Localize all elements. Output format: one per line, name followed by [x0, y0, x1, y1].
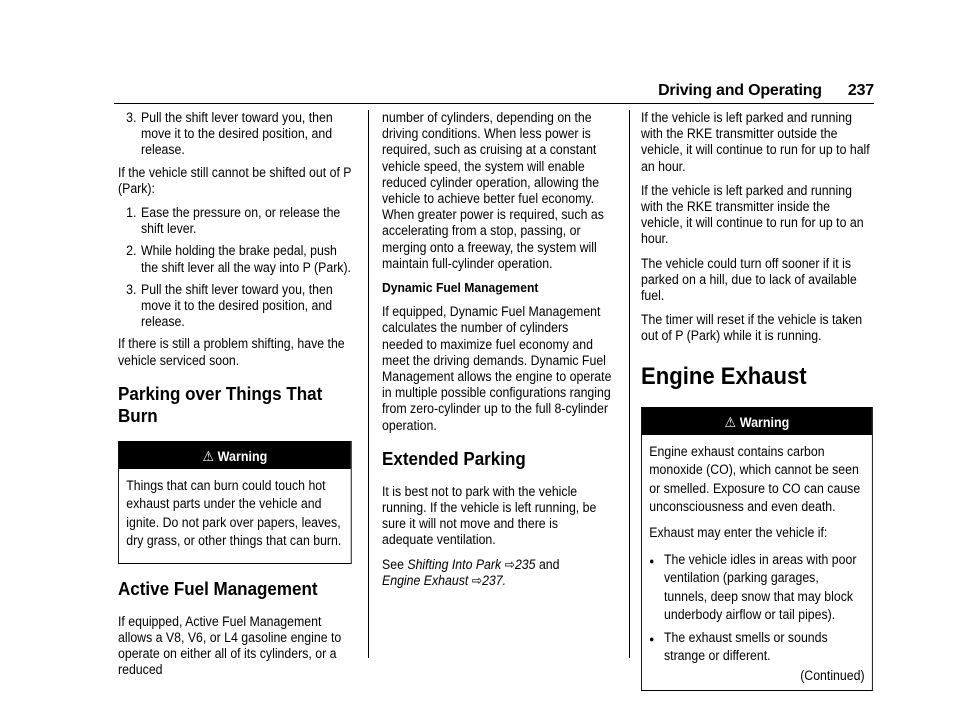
page-number: 237	[847, 82, 874, 99]
running-header	[658, 82, 874, 100]
section-title: Driving and Operating	[658, 82, 822, 99]
continued-label: (Continued)	[800, 668, 865, 684]
bullet-item: ● The vehicle idles in areas with poor ventilation (parking garages, tunnels, deep snow that may block underbody airflow or tail pipes).	[649, 551, 864, 625]
paragraph: If the vehicle is left parked and running with the RKE transmitter inside the vehicle, it will continue to run for up to an hour.	[641, 182, 864, 247]
column-2	[382, 110, 612, 597]
warning-bar: ⚠ Warning	[642, 408, 872, 435]
section-heading: Extended Parking	[382, 447, 526, 469]
warning-text: Exhaust may enter the vehicle if:	[649, 525, 828, 541]
bullet-icon: ●	[649, 633, 655, 644]
ref-shifting-into-park[interactable]: Shifting Into Park	[407, 556, 502, 572]
column-divider	[629, 110, 630, 658]
section-heading: Active Fuel Management	[118, 577, 318, 599]
section-heading: Parking over Things That Burn	[118, 382, 323, 426]
paragraph: If there is still a problem shifting, have the vehicle serviced soon.	[118, 336, 345, 368]
bullet-item: ● The exhaust smells or sounds strange or different.	[649, 629, 864, 666]
header-rule	[114, 103, 874, 104]
paragraph: The timer will reset if the vehicle is taken out of P (Park) while it is running.	[641, 312, 863, 344]
warning-triangle-icon: ⚠	[202, 447, 214, 464]
column-1	[118, 110, 352, 686]
paragraph: If equipped, Dynamic Fuel Management calculates the number of cylinders needed to maximize fuel economy and meet the driving demands. Dynamic Fuel Management allows the engine to operate in multiple possible configurations ranging from zero-cylinder up to the full 8-cylinder operation.	[382, 304, 612, 433]
paragraph: If the vehicle still cannot be shifted out of P (Park):	[118, 164, 352, 196]
bullet-icon: ●	[649, 555, 655, 566]
warning-text: Things that can burn could touch hot exhaust parts under the vehicle and ignite. Do not park over papers, leaves, dry grass, or other things that can burn.	[126, 478, 342, 549]
subsection-heading: Dynamic Fuel Management	[382, 280, 539, 296]
paragraph: If equipped, Active Fuel Management allows a V8, V6, or L4 gasoline engine to operate on either all of its cylinders, or a reduced	[118, 613, 342, 678]
page-ref-arrow-icon: ⇨	[471, 572, 483, 588]
warning-bar: ⚠ Warning	[119, 442, 351, 469]
warning-triangle-icon: ⚠	[724, 413, 737, 430]
paragraph: number of cylinders, depending on the driving conditions. When less power is required, such as cruising at a constant vehicle speed, the system will enable reduced cylinder operation, allowing the vehicle to achieve better fuel economy. When greater power is required, such as accelerating from a stop, passing, or merging onto a freeway, the system will maintain full-cylinder operation.	[382, 110, 604, 271]
list-item: 3. Pull the shift lever toward you, then move it to the desired position, and release.	[126, 281, 333, 330]
list-item: 3. Pull the shift lever toward you, then move it to the desired position, and release.	[126, 110, 333, 158]
paragraph: If the vehicle is left parked and running with the RKE transmitter outside the vehicle, it will continue to run for up to half an hour.	[641, 110, 870, 174]
list-item: 1. Ease the pressure on, or release the shift lever.	[126, 205, 341, 237]
page-ref-arrow-icon: ⇨	[504, 556, 515, 572]
list-item: 2. While holding the brake pedal, push the shift lever all the way into P (Park).	[126, 243, 351, 275]
warning-box	[641, 407, 873, 691]
main-heading: Engine Exhaust	[641, 362, 807, 390]
column-3	[641, 110, 873, 705]
ref-engine-exhaust[interactable]: Engine Exhaust	[382, 572, 469, 588]
warning-box	[118, 441, 352, 564]
warning-text: Engine exhaust contains carbon monoxide (CO), which cannot be seen or smelled. Exposure to CO can cause unconsciousness and even death.	[649, 443, 861, 515]
cross-reference: See Shifting Into Park ⇨235 and Engine Exhaust ⇨237.	[382, 556, 560, 588]
paragraph: The vehicle could turn off sooner if it is parked on a hill, due to lack of available fuel.	[641, 255, 857, 304]
column-divider	[368, 110, 369, 658]
paragraph: It is best not to park with the vehicle running. If the vehicle is left running, be sure it will not move and there is adequate ventilation.	[382, 483, 597, 548]
